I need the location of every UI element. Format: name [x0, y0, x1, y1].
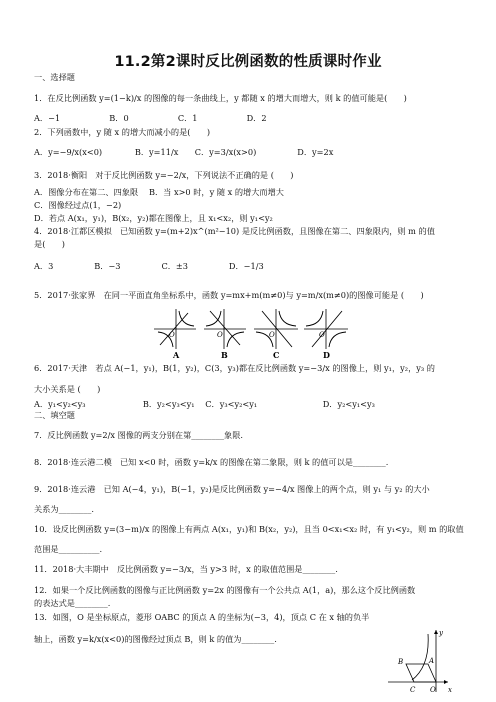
q13-rhombus-figure	[384, 626, 454, 696]
question-line-q10: 10．设反比例函数 y=(3−m)/x 的图像上有两点 A(x₁，y₁)和 B(x₂，y₂)，且当 0<x₁<x₂ 时，有 y₁<y₂，则 m 的取值	[34, 524, 464, 534]
svg-text:A: A	[429, 657, 435, 665]
question-line-q2o: A．y=−9/x(x<0) B．y=11/x C．y=3/x(x>0) D．y=2x	[34, 147, 334, 157]
question-line-q4b: 是( )	[34, 239, 65, 249]
question-line-q6o: A．y₁<y₂<y₃ B．y₂<y₃<y₁ C．y₃<y₂<y₁ D．y₂<y₁<y₃	[34, 399, 375, 409]
question-line-q6: 6．2017·天津 若点 A(−1，y₁)，B(1，y₂)，C(3，y₃)都在反比例函数 y=−3/x 的图像上，则 y₁，y₂，y₃ 的	[34, 363, 435, 373]
graph-c	[254, 309, 298, 360]
graph-b-label: B	[221, 350, 228, 360]
graph-a	[154, 309, 196, 360]
svg-text:O: O	[319, 331, 325, 339]
question-line-q8: 8．2018·连云港二模 已知 x<0 时，函数 y=k/x 的图像在第二象限，则 k 的值可以是________.	[34, 457, 389, 467]
section-heading-sec2: 二、填空题	[34, 410, 75, 420]
svg-text:C: C	[410, 686, 416, 694]
question-line-q1: 1．在反比例函数 y=(1−k)/x 的图像的每一条曲线上，y 都随 x 的增大而增大，则 k 的值可能是( )	[34, 93, 407, 103]
svg-text:O: O	[430, 686, 436, 694]
svg-text:O: O	[169, 331, 175, 339]
q5-choice-graphs	[152, 305, 352, 361]
question-line-q1o: A．−1 B．0 C．1 D．2	[34, 113, 267, 123]
graph-c-label: C	[273, 350, 280, 360]
section-heading-sec1: 一、选择题	[34, 72, 75, 82]
graph-d-label: D	[323, 350, 330, 360]
question-line-q9: 9．2018·连云港 已知 A(−4，y₁)，B(−1，y₂)是反比例函数 y=−4/x 图像上的两个点，则 y₁ 与 y₂ 的大小	[34, 484, 430, 494]
svg-text:B: B	[398, 658, 404, 666]
question-line-q12b: 的表达式是________.	[34, 598, 111, 608]
question-line-q13b: 轴上，函数 y=k/x(x<0)的图像经过顶点 B，则 k 的值为________.	[34, 634, 277, 644]
question-line-q7: 7．反比例函数 y=2/x 图像的两支分别在第________象限.	[34, 430, 244, 440]
graph-a-label: A	[173, 350, 180, 360]
question-line-q11: 11．2018·大丰期中 反比例函数 y=−3/x，当 y>3 时，x 的取值范围是________.	[34, 564, 338, 574]
svg-text:O: O	[217, 331, 223, 339]
svg-text:x: x	[448, 686, 452, 694]
question-line-q3a: A．图像分布在第二、四象限 B．当 x>0 时，y 随 x 的增大而增大	[34, 187, 284, 197]
question-line-q10b: 范围是__________.	[34, 544, 103, 554]
question-line-q3: 3．2018·衡阳 对于反比例函数 y=−2/x，下列说法不正确的是 ( )	[34, 170, 294, 180]
question-line-q12: 12．如果一个反比例函数的图像与正比例函数 y=2x 的图像有一个公共点 A(1，a)，那么这个反比例函数	[34, 585, 416, 595]
question-line-q4o: A．3 B．−3 C．±3 D．−1/3	[34, 261, 264, 271]
page-title: 11.2第2课时反比例函数的性质课时作业	[114, 54, 382, 70]
question-line-q2: 2．下列函数中，y 随 x 的增大而减小的是( )	[34, 127, 211, 137]
question-line-q9b: 关系为________.	[34, 504, 94, 514]
question-line-q5: 5．2017·张家界 在同一平面直角坐标系中，函数 y=mx+m(m≠0)与 y=m/x(m≠0)的图像可能是 ( )	[34, 290, 424, 300]
svg-text:y: y	[439, 629, 443, 637]
question-line-q13: 13．如图，O 是坐标原点，菱形 OABC 的顶点 A 的坐标为(−3，4)，顶点 C 在 x 轴的负半	[34, 612, 370, 622]
question-line-q3c: C．图像经过点(1，−2)	[34, 200, 122, 210]
question-line-q4: 4．2018·江都区模拟 已知函数 y=(m+2)x^(m²−10) 是反比例函数，且图像在第二、四象限内，则 m 的值	[34, 226, 435, 236]
question-line-q6b: 大小关系是 ( )	[34, 384, 101, 394]
svg-text:O: O	[269, 331, 275, 339]
graph-b	[204, 309, 246, 360]
graph-d	[304, 309, 348, 360]
question-line-q3d: D．若点 A(x₁，y₁)，B(x₂，y₂)都在图像上，且 x₁<x₂，则 y₁<y₂	[34, 213, 273, 223]
